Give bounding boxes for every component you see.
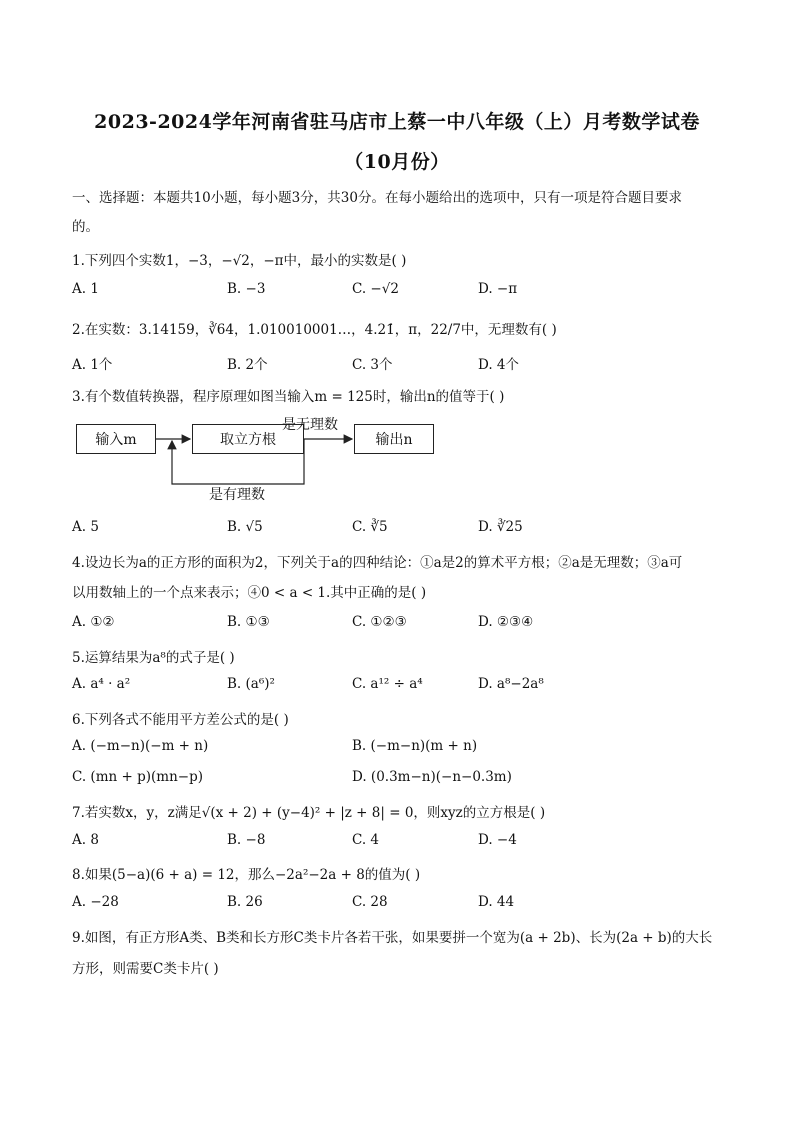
question-8-stem: 8.如果(5−a)(6 + a) = 12，那么−2a²−2a + 8的值为( ): [72, 867, 421, 883]
option-c: C. ∛5: [352, 519, 388, 535]
cube-root-box: 取立方根: [192, 424, 304, 454]
section-heading-cont: 的。: [72, 219, 99, 235]
question-7-options: [72, 832, 724, 852]
option-c: C. −√2: [352, 281, 399, 297]
exam-subtitle: （10月份）: [344, 151, 450, 173]
option-c: C. ①②③: [352, 614, 407, 630]
option-a: A. ①②: [72, 614, 115, 630]
option-c: C. a¹² ÷ a⁴: [352, 676, 423, 692]
question-6-stem: 6.下列各式不能用平方差公式的是( ): [72, 712, 289, 728]
option-d: D. 4个: [478, 357, 520, 373]
option-d: D. −π: [478, 281, 518, 297]
rational-label: 是有理数: [209, 487, 265, 503]
question-3-stem: 3.有个数值转换器，程序原理如图当输入m = 125时，输出n的值等于( ): [72, 389, 505, 405]
option-b: B. (a⁶)²: [227, 676, 275, 692]
question-4-options: [72, 614, 724, 634]
irrational-label: 是无理数: [282, 417, 338, 433]
option-c: C. 28: [352, 894, 388, 910]
question-4-stem: 4.设边长为a的正方形的面积为2，下列关于a的四种结论：①a是2的算术平方根；②a是无理数；③a可: [72, 555, 683, 571]
question-5-stem: 5.运算结果为a⁸的式子是( ): [72, 650, 235, 666]
option-b: B. (−m−n)(m + n): [352, 738, 478, 754]
option-c: C. 3个: [352, 357, 393, 373]
question-7-stem: 7.若实数x，y，z满足√(x + 2) + (y−4)² + |z + 8| = 0，则xyz的立方根是( ): [72, 805, 546, 821]
output-box: 输出n: [354, 424, 434, 454]
option-b: B. 2个: [227, 357, 268, 373]
option-a: A. 1: [72, 281, 99, 297]
question-6-options-row1: [72, 738, 724, 758]
option-a: A. 1个: [72, 357, 113, 373]
option-d: D. ②③④: [478, 614, 534, 630]
option-d: D. a⁸−2a⁸: [478, 676, 544, 692]
option-a: A. 8: [72, 832, 99, 848]
option-b: B. 26: [227, 894, 263, 910]
option-b: B. ①③: [227, 614, 270, 630]
question-3-options: [72, 519, 724, 539]
question-9-stem-cont: 方形，则需要C类卡片( ): [72, 961, 219, 977]
option-a: A. a⁴ · a²: [72, 676, 131, 692]
option-d: D. −4: [478, 832, 517, 848]
option-c: C. 4: [352, 832, 380, 848]
question-1-options: [72, 281, 724, 301]
option-d: D. ∛25: [478, 519, 523, 535]
option-d: D. (0.3m−n)(−n−0.3m): [352, 769, 512, 785]
question-2-options: [72, 353, 724, 373]
number-converter-diagram: [74, 414, 444, 506]
option-b: B. −3: [227, 281, 266, 297]
option-d: D. 44: [478, 894, 515, 910]
input-box: 输入m: [76, 424, 156, 454]
exam-title: 2023-2024学年河南省驻马店市上蔡一中八年级（上）月考数学试卷: [94, 111, 700, 133]
option-c: C. (mn + p)(mn−p): [72, 769, 203, 785]
option-a: A. 5: [72, 519, 99, 535]
question-2-stem: 2.在实数：3.14159，∛64，1.010010001…，4.21̇，π，22/7中，无理数有( ): [72, 322, 557, 338]
question-1-stem: 1.下列四个实数1，−3，−√2，−π中，最小的实数是( ): [72, 253, 407, 269]
question-8-options: [72, 894, 724, 914]
section-heading: 一、选择题：本题共10小题，每小题3分，共30分。在每小题给出的选项中，只有一项是符合题目要求: [72, 190, 682, 206]
option-b: B. −8: [227, 832, 266, 848]
option-a: A. −28: [72, 894, 119, 910]
question-6-options-row2: [72, 769, 724, 789]
question-4-stem-cont: 以用数轴上的一个点来表示；④0 < a < 1.其中正确的是( ): [72, 585, 427, 601]
question-9-stem: 9.如图，有正方形A类、B类和长方形C类卡片各若干张，如果要拼一个宽为(a + 2b)、长为(2a + b)的大长: [72, 930, 713, 946]
option-a: A. (−m−n)(−m + n): [72, 738, 209, 754]
option-b: B. √5: [227, 519, 263, 535]
question-5-options: [72, 676, 724, 696]
